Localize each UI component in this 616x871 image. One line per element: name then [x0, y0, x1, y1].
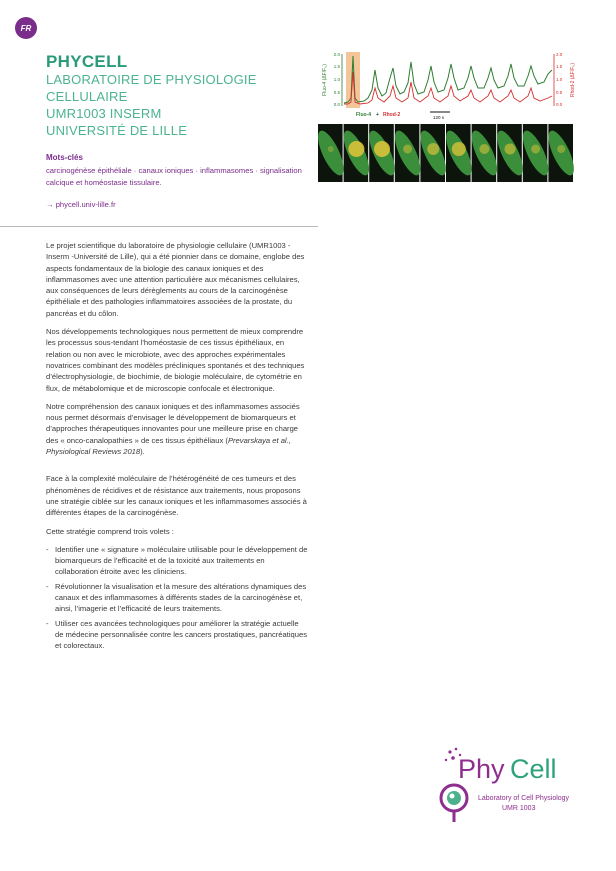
legend-plus: +	[376, 112, 379, 118]
strategy-intro: Cette stratégie comprend trois volets :	[46, 526, 174, 536]
language-badge: FR	[15, 17, 37, 39]
scale-label: 120 s	[433, 115, 445, 120]
right-tick-4: 2.0	[556, 52, 563, 57]
calcium-imaging-figure	[318, 48, 584, 184]
title-block	[46, 52, 316, 139]
fluorescence-spot	[374, 141, 390, 157]
left-tick-1: 0.5	[333, 90, 340, 95]
right-tick-2: 1.0	[556, 77, 563, 82]
paragraph-4: Face à la complexité moléculaire de l’hétérogénéité de ces tumeurs et des phénomènes de récidives et de résistance aux traitements, nous proposons une stratégie ciblée sur les canaux ioniques et les inflammasomes associés à différentes étapes de la carcinogénèse.	[46, 474, 307, 518]
website-link[interactable]: → phycell.univ-lille.fr	[46, 200, 116, 209]
logo-cell-nucleus	[450, 794, 455, 799]
logo-subtitle: Laboratory of Cell Physiology	[478, 795, 570, 802]
keywords-heading: Mots-clés	[46, 153, 83, 162]
fluorescence-spot	[531, 145, 540, 154]
title-line-1: LABORATOIRE DE PHYSIOLOGIE	[46, 72, 257, 87]
paragraph-2: Nos développements technologiques nous permettent de mieux comprendre les processus sous-tendant l’homéostasie de ces tissus épithéliaux, en relation ou non avec le microbiote, avec des approches expérimentales novatrices combinant des modèles précliniques spontanés et des techniques d’électrophysiologie, de biochimie, de biologie moléculaire, de cytométrie en flux, de métabolomique et de microscopie confocale et électronique.	[46, 327, 305, 393]
logo-name-cell: Cell	[510, 754, 557, 784]
main-text	[46, 240, 308, 655]
strategy-item: - Identifier une « signature » moléculaire utilisable pour le développement de biomarqueurs de l’efficacité et de la toxicité aux traitements en collaboration étroite avec les cliniciens.	[46, 544, 308, 578]
left-axis-label: Fluo-4 (ΔF/F₀)	[322, 64, 328, 96]
right-tick-3: 1.5	[556, 64, 563, 69]
fluorescence-spot	[452, 142, 466, 156]
citation: Prevarskaya et al., Physiological Reviews 2018	[46, 435, 291, 457]
fluorescence-spot	[557, 145, 565, 153]
paragraph-3-end: ).	[140, 447, 145, 457]
logo-unit: UMR 1003	[502, 805, 536, 812]
strategy-item: - Utiliser ces avancées technologiques pour améliorer la stratégie actuelle de médecine personnalisée contre les cancers prostatiques, pancréatiques et colorectaux.	[46, 618, 308, 652]
keywords-text: carcinogénèse épithéliale · canaux ioniques · inflammasomes · signalisation calcique et homéostasie tissulaire.	[46, 166, 302, 187]
left-tick-4: 2.0	[333, 52, 340, 57]
fluorescence-spot	[328, 146, 334, 152]
divider	[0, 226, 318, 227]
fluorescence-spot	[427, 143, 439, 155]
logo-cell-core	[447, 791, 461, 805]
paragraph-3-text: Notre compréhension des canaux ioniques et des inflammasomes associés nous permet désormais d’envisager le développement de biomarqueurs et d’approches thérapeutiques innovantes pour une meilleure prise en charge des « onco-canalopathies » de ces tissus épithéliaux (	[46, 401, 300, 445]
right-axis-label: Rhod-2 (ΔF/F₀)	[570, 62, 576, 98]
title-line-3: UMR1003 INSERM	[46, 106, 162, 121]
legend-rhod2: Rhod-2	[383, 112, 401, 118]
left-tick-2: 1.0	[333, 77, 340, 82]
phycell-logo	[430, 740, 580, 830]
microscopy-strip	[318, 124, 579, 182]
fluorescence-spot	[403, 145, 412, 154]
fluorescence-spot	[348, 141, 364, 157]
strategy-item: - Révolutionner la visualisation et la mesure des altérations dynamiques des canaux et des inflammasomes à différents stades de la carcinogénèse et, ainsi, l’imagerie et l’efficacité de leurs traitements.	[46, 581, 308, 615]
legend-fluo4: Fluo-4	[356, 112, 371, 118]
title-line-4: UNIVERSITÉ DE LILLE	[46, 123, 188, 138]
paragraph-1: Le projet scientifique du laboratoire de physiologie cellulaire (UMR1003 - Inserm -Université de Lille), qui a été pionnier dans ce domaine, englobe des aspects fondamentaux de la biologie des canaux ioniques et des inflammasomes avec une attention particulière aux mécanismes cellulaires, aux conséquences de leurs dérèglements au cours de la carcinogénèse épithéliale et des pathologies inflammatoires associées de la prostate, du pancréas et du côlon.	[46, 241, 305, 318]
logo-name-phy: Phy	[458, 754, 505, 784]
strategy-list	[46, 544, 308, 652]
paragraph-3	[46, 401, 308, 457]
fluorescence-spot	[479, 144, 489, 154]
right-tick-1: 0.5	[556, 90, 563, 95]
left-tick-3: 1.5	[333, 64, 340, 69]
title-line-2: CELLULAIRE	[46, 89, 128, 104]
fluorescence-spot	[505, 144, 516, 155]
right-tick-0: 0.0	[556, 102, 563, 107]
left-tick-0: 0.0	[333, 102, 340, 107]
lab-name: PHYCELL	[46, 52, 128, 71]
